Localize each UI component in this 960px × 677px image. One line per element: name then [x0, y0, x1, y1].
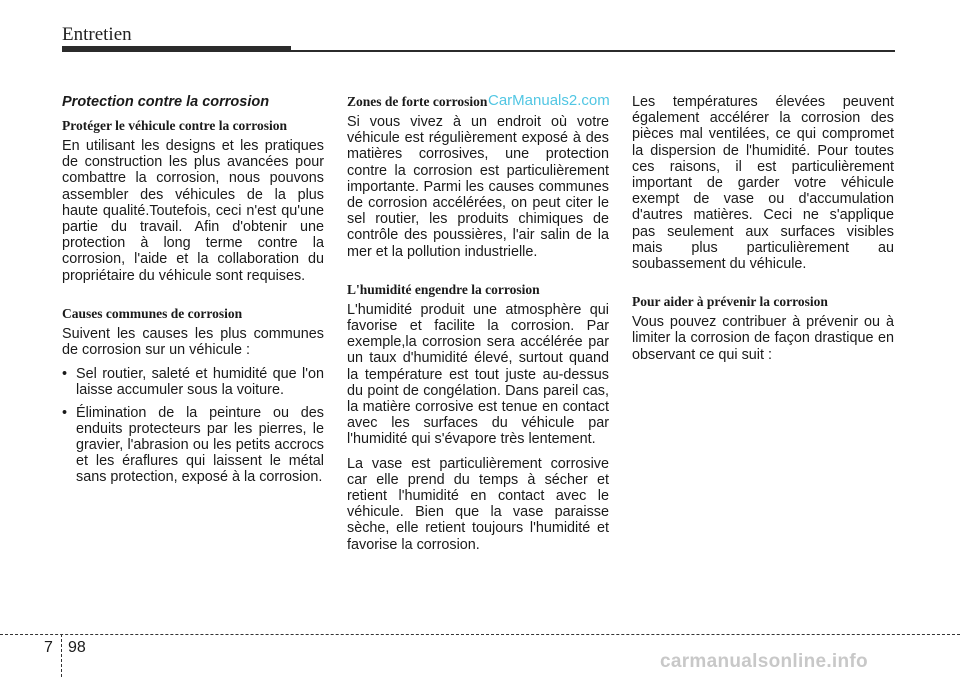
paragraph-mud: La vase est particulièrement corrosive car elle prend du temps à sécher et retient l'humidité en contact avec le véhicule. Bien que la vase paraisse sèche, elle retient toujours l'humidité et favorise la corrosion. — [347, 455, 609, 553]
chapter-number: 7 — [44, 639, 53, 656]
section-heading: Protection contre la corrosion — [62, 94, 270, 110]
paragraph-causes: Suivent les causes les plus communes de corrosion sur un véhicule : — [62, 325, 324, 359]
paragraph-temperatures: Les températures élevées peuvent également accélérer la corrosion des pièces mal ventilées, ce qui compromet la dispersion de l'humidité. Pour toutes ces raisons, il est particulièrement important de garder votre véhicule exempt de vase ou d'accumulation d'autres matières. Ceci ne s'applique pas seulement aux surfaces visibles mais plus particulièrement au soubassement du véhicule. — [632, 94, 894, 273]
section-title: Entretien — [62, 24, 132, 45]
site-watermark: carmanualsonline.info — [660, 651, 868, 672]
bullet-icon: • — [62, 366, 68, 383]
list-item-text: Sel routier, saleté et humidité que l'on laisse accumuler sous la voiture. — [76, 366, 324, 399]
column-1 — [62, 94, 324, 492]
footer-divider — [61, 634, 62, 677]
header-rule-thick — [62, 46, 291, 52]
subheading-causes: Causes communes de corrosion — [62, 305, 243, 321]
column-2 — [347, 94, 609, 561]
list-item-text: Élimination de la peinture ou des enduits protecteurs par les pierres, le gravier, l'abrasion ou les petits accrocs et les éraflures qui laissent le métal sans protection, exposé à la corrosion. — [76, 404, 324, 486]
subheading-zones: Zones de forte corrosion — [347, 94, 488, 109]
causes-list — [62, 366, 324, 485]
paragraph-zones: Si vous vivez à un endroit où votre véhicule est régulièrement exposé à des matières corrosives, une protection contre la corrosion est particulièrement importante. Parmi les causes communes de corrosion accélérées, on peut citer le sel routier, les produits chimiques de contrôle des poussières, l'air salin de la mer et la pollution industrielle. — [347, 114, 609, 260]
watermark-carmanuals: CarManuals2.com — [488, 92, 610, 109]
list-item — [62, 366, 324, 398]
header-rule-thin — [291, 50, 895, 52]
bullet-icon: • — [62, 404, 68, 421]
list-item — [62, 405, 324, 486]
column-3 — [632, 94, 894, 371]
subheading-protect: Protéger le véhicule contre la corrosion — [62, 118, 288, 133]
paragraph-intro: En utilisant les designs et les pratiques de construction les plus avancées pour combattre la corrosion, nous pouvons assembler des véhicules de la plus haute qualité.Toutefois, ceci n'est qu'une partie du travail. Afin d'obtenir une protection à long terme contre la corrosion, l'aide et la collaboration du propriétaire du véhicule sont requises. — [62, 138, 324, 284]
paragraph-prevent: Vous pouvez contribuer à prévenir ou à limiter la corrosion de façon drastique en observant ce qui suit : — [632, 314, 894, 363]
page-number: 98 — [68, 639, 86, 656]
subheading-prevent: Pour aider à prévenir la corrosion — [632, 294, 828, 310]
subheading-humidity: L'humidité engendre la corrosion — [347, 281, 540, 297]
footer-rule — [0, 634, 960, 635]
paragraph-humidity: L'humidité produit une atmosphère qui favorise et facilite la corrosion. Par exemple,la corrosion sera accélérée par un taux d'humidité élevé, surtout quand la température est tout juste au-dessus du point de congélation. Dans pareil cas, la matière corrosive est tenue en contact avec les surfaces du véhicule par l'humidité qui s'évapore très lentement. — [347, 301, 609, 448]
